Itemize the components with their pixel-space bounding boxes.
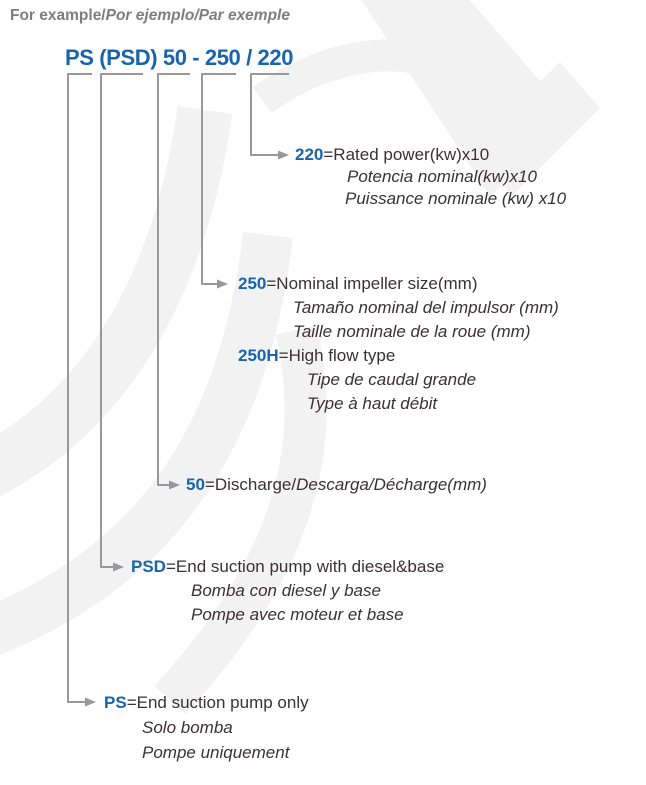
arrow-power-icon [278, 151, 289, 160]
code-50: 50 [186, 475, 205, 494]
high-flow-fr: Type à haut débit [307, 394, 438, 413]
example-heading [10, 7, 290, 25]
connector-discharge [158, 74, 190, 485]
arrow-psd-icon [113, 563, 124, 572]
psd-line [131, 555, 444, 579]
model-code: PS (PSD) 50 - 250 / 220 [65, 45, 294, 70]
code-250: 250 [238, 274, 267, 293]
connector-ps [68, 74, 92, 702]
label-block-psd [131, 555, 444, 627]
high-flow-es: Tipe de caudal grande [307, 370, 477, 389]
high-flow-desc: =High flow type [278, 346, 396, 365]
connector-power [251, 74, 289, 155]
arrow-discharge-icon [169, 481, 180, 490]
code-250h: 250H [238, 346, 279, 365]
code-psd: PSD [131, 557, 166, 576]
psd-es: Bomba con diesel y base [191, 581, 381, 600]
example-heading-en: For example/ [10, 7, 106, 24]
rated-power-desc: =Rated power(kw)x10 [323, 145, 490, 164]
code-220: 220 [295, 145, 324, 164]
ps-desc: =End suction pump only [126, 693, 309, 712]
discharge-desc-translations: Descarga/Décharge(mm) [296, 475, 487, 494]
label-block-rated-power [295, 144, 566, 210]
arrow-ps-icon [85, 698, 96, 707]
ps-line [104, 690, 309, 715]
connector-psd [101, 74, 143, 567]
discharge-line [186, 474, 487, 496]
psd-fr: Pompe avec moteur et base [191, 605, 404, 624]
impeller-size-es: Tamaño nominal del impulsor (mm) [293, 298, 559, 317]
rated-power-es: Potencia nominal(kw)x10 [347, 167, 537, 186]
connector-impeller [202, 74, 236, 284]
label-block-ps [104, 690, 309, 765]
discharge-desc: =Discharge/ [204, 475, 297, 494]
psd-desc: =End suction pump with diesel&base [165, 557, 445, 576]
impeller-size-fr: Taille nominale de la roue (mm) [293, 322, 531, 341]
rated-power-fr: Puissance nominale (kw) x10 [345, 189, 567, 208]
label-block-impeller-size [238, 272, 559, 416]
impeller-size-desc: =Nominal impeller size(mm) [266, 274, 478, 293]
impeller-size-line [238, 272, 559, 296]
example-heading-translations: Por ejemplo/Par exemple [105, 7, 290, 24]
ps-es: Solo bomba [142, 718, 233, 737]
ps-fr: Pompe uniquement [142, 743, 290, 762]
high-flow-line [238, 344, 559, 368]
arrow-impeller-icon [217, 280, 228, 289]
code-ps: PS [104, 693, 127, 712]
label-block-discharge [186, 474, 487, 496]
rated-power-line [295, 144, 566, 166]
